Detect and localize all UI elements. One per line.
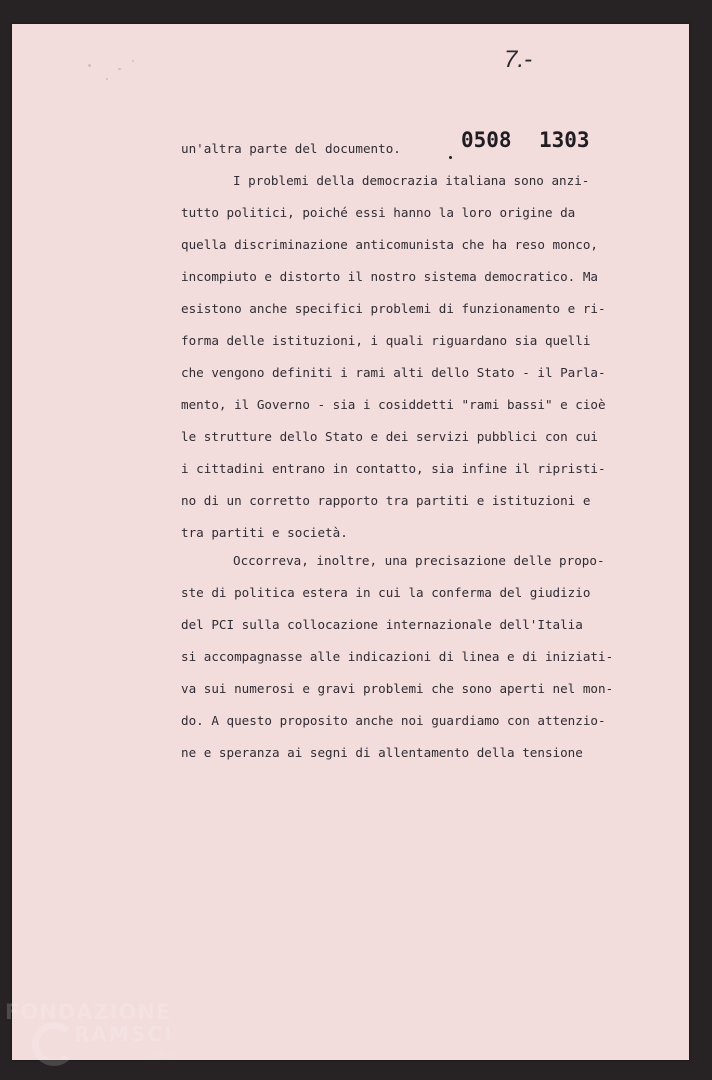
text-line: si accompagnasse alle indicazioni di linea e di iniziati- [181, 649, 614, 664]
text-line: mento, il Governo - sia i cosiddetti "rami bassi" e cioè [181, 397, 606, 412]
page-number: 7.- [504, 46, 533, 73]
text-line: le strutture dello Stato e dei servizi pubblici con cui [181, 429, 599, 444]
watermark-g-logo-icon [32, 1022, 76, 1066]
stamp-dot [449, 156, 452, 159]
text-line: tutto politici, poiché essi hanno la loro origine da [181, 205, 576, 220]
archive-stamp-number: 0508 [461, 128, 512, 152]
text-line: tra partiti e società. [181, 525, 348, 540]
text-line: quella discriminazione anticomunista che ha reso monco, [181, 237, 599, 252]
archive-stamp-number: 1303 [539, 128, 590, 152]
text-line: i cittadini entrano in contatto, sia infine il ripristi- [181, 461, 606, 476]
text-line: Occorreva, inoltre, una precisazione delle propo- [233, 553, 605, 568]
text-line: un'altra parte del documento. [181, 141, 401, 156]
text-line: incompiuto e distorto il nostro sistema democratico. Ma [181, 269, 599, 284]
watermark-line: RAMSCI [74, 1022, 174, 1046]
watermark-line: online [148, 1050, 176, 1060]
text-line: forma delle istituzioni, i quali riguardano sia quelli [181, 333, 591, 348]
text-line: do. A questo proposito anche noi guardiamo con attenzio- [181, 713, 606, 728]
text-line: va sui numerosi e gravi problemi che sono aperti nel mon- [181, 681, 614, 696]
text-line: esistono anche specifici problemi di funzionamento e ri- [181, 301, 606, 316]
paper-specks [88, 56, 148, 86]
text-line: ne e speranza ai segni di allentamento della tensione [181, 745, 583, 760]
text-line: no di un corretto rapporto tra partiti e istituzioni e [181, 493, 591, 508]
text-line: del PCI sulla collocazione internazionale dell'Italia [181, 617, 583, 632]
document-page [12, 24, 689, 1060]
watermark-line: FONDAZIONE [5, 1000, 172, 1024]
text-line: ste di politica estera in cui la conferma del giudizio [181, 585, 591, 600]
text-line: I problemi della democrazia italiana sono anzi- [233, 173, 590, 188]
fondazione-gramsci-watermark [0, 1000, 190, 1080]
text-line: che vengono definiti i rami alti dello Stato - il Parla- [181, 365, 606, 380]
